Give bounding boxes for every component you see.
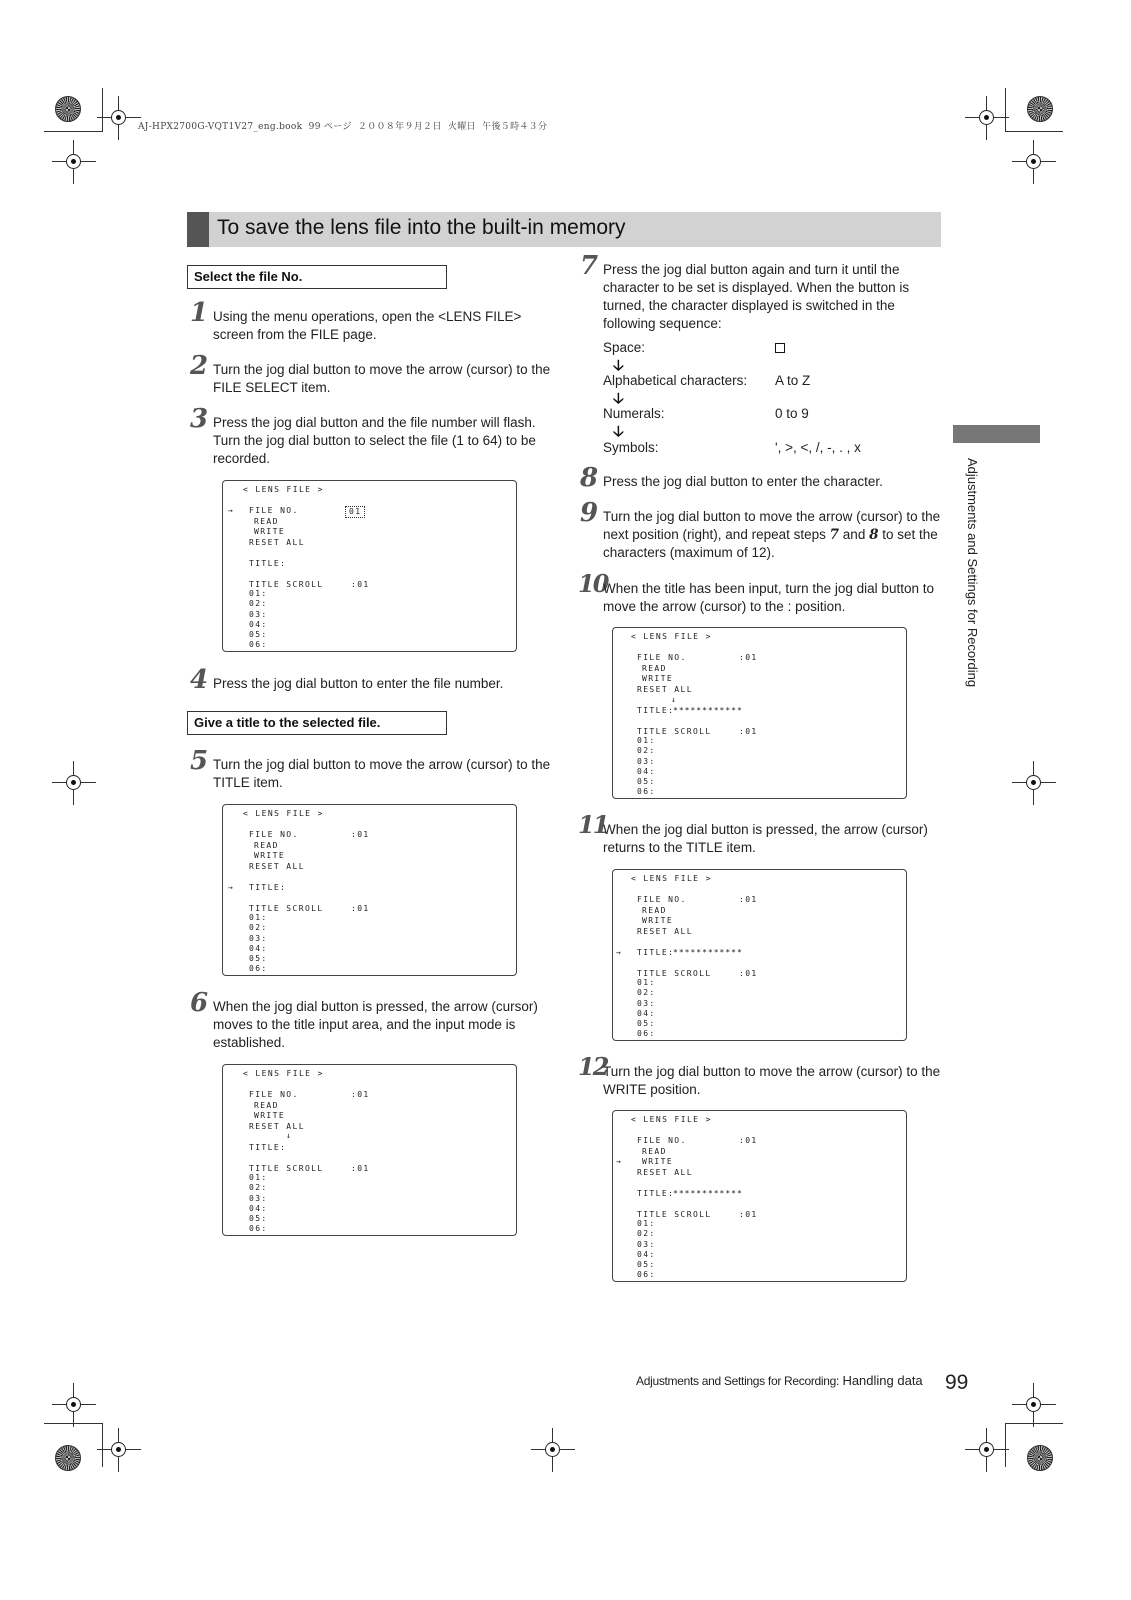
lcd-scroll-value: :01: [351, 580, 370, 589]
lcd-header: < LENS FILE >: [243, 485, 324, 494]
lcd-read: READ: [642, 664, 667, 673]
lcd-title-scroll: TITLE SCROLL: [637, 1210, 712, 1219]
sequence-value: ', >, <, /, -, . , x: [775, 440, 861, 455]
lcd-row: 05:: [249, 1214, 268, 1223]
lcd-row: 05:: [637, 777, 656, 786]
sequence-arrow-icon: 🡣: [613, 423, 624, 440]
lcd-file-no: FILE NO.: [249, 1090, 299, 1099]
lcd-row: 06:: [637, 787, 656, 796]
registration-mark-icon: [97, 96, 141, 140]
lcd-header: < LENS FILE >: [631, 1115, 712, 1124]
step-text: Turn the jog dial button to move the arrow (cursor) to the FILE SELECT item.: [213, 362, 551, 395]
lcd-row: 03:: [637, 1240, 656, 1249]
lcd-row: 06:: [637, 1029, 656, 1038]
lcd-file-value-flashing: 01: [345, 506, 365, 518]
lcd-cursor-arrow: →: [228, 883, 235, 892]
step-text: Using the menu operations, open the <LENS FILE> screen from the FILE page.: [213, 309, 522, 342]
trim-line: [1005, 1423, 1006, 1467]
print-header: AJ-HPX2700G-VQT1V27_eng.book 99 ページ ２００８年９月２日 火曜日 午後５時４３分: [138, 122, 548, 132]
lcd-reset-all: RESET ALL: [249, 538, 305, 547]
step-reference: 7: [829, 527, 840, 543]
step-number: 3: [190, 404, 209, 434]
lcd-title-characters: ************: [673, 1189, 743, 1198]
lcd-file-value: :01: [739, 895, 758, 904]
lcd-title-scroll: TITLE SCROLL: [637, 727, 712, 736]
lcd-reset-all: RESET ALL: [249, 862, 305, 871]
lcd-screen: [612, 627, 907, 799]
step-text: [603, 508, 943, 562]
lcd-scroll-value: :01: [739, 727, 758, 736]
lcd-row: 04:: [249, 620, 268, 629]
lcd-reset-all: RESET ALL: [637, 927, 693, 936]
lcd-title-scroll: TITLE SCROLL: [637, 969, 712, 978]
lcd-cursor-arrow: →: [616, 1157, 623, 1166]
lcd-row: 01:: [637, 1219, 656, 1228]
trim-line: [1005, 1423, 1063, 1424]
lcd-scroll-value: :01: [351, 904, 370, 913]
lcd-row: 05:: [249, 630, 268, 639]
lcd-row: 05:: [637, 1260, 656, 1269]
step-number: 9: [580, 498, 599, 528]
step-text-part: Turn the jog dial button to move the arrow (cursor) to the next position (right), and repeat steps: [603, 509, 941, 542]
subhead-give-title: Give a title to the selected file.: [187, 711, 447, 735]
color-dial-icon: [55, 96, 81, 122]
lcd-read: READ: [642, 906, 667, 915]
lcd-file-no: FILE NO.: [637, 653, 687, 662]
color-dial-icon: [1027, 96, 1053, 122]
registration-mark-icon: [97, 1428, 141, 1472]
registration-mark-icon: [52, 1383, 96, 1427]
registration-mark-icon: [52, 761, 96, 805]
lcd-title-characters: ************: [673, 706, 743, 715]
registration-mark-icon: [1012, 140, 1056, 184]
lcd-scroll-value: :01: [351, 1164, 370, 1173]
lcd-title: TITLE:: [249, 1143, 287, 1152]
registration-mark-icon: [1012, 1383, 1056, 1427]
step-number: 6: [190, 988, 209, 1018]
footer-subsection: Handling data: [842, 1373, 923, 1388]
lcd-file-no: FILE NO.: [637, 1136, 687, 1145]
step-text-part: and: [839, 527, 870, 542]
lcd-file-value: :01: [739, 653, 758, 662]
lcd-row: 02:: [637, 746, 656, 755]
step-number: 7: [580, 251, 599, 281]
lcd-input-arrow: ↓: [671, 695, 678, 704]
step-text: Turn the jog dial button to move the arrow (cursor) to the WRITE position.: [603, 1064, 941, 1097]
step-text-part: to set the characters (maximum of 12).: [603, 527, 938, 560]
trim-line: [1005, 88, 1006, 132]
registration-mark-icon: [531, 1428, 575, 1472]
lcd-header: < LENS FILE >: [243, 1069, 324, 1078]
lcd-row: 03:: [249, 934, 268, 943]
lcd-screen: [222, 804, 517, 976]
lcd-title: TITLE:: [249, 559, 287, 568]
lcd-row: 05:: [637, 1019, 656, 1028]
lcd-row: 06:: [249, 1224, 268, 1233]
subhead-select-file: Select the file No.: [187, 265, 447, 289]
title-accent: [187, 212, 209, 247]
step-number: 12: [578, 1052, 608, 1081]
sequence-label: Symbols:: [603, 440, 659, 455]
lcd-row: 06:: [249, 964, 268, 973]
step-text: When the jog dial button is pressed, the arrow (cursor) moves to the title input area, and the input mode is established.: [213, 999, 538, 1050]
step-number: 8: [580, 463, 599, 493]
sequence-label: Alphabetical characters:: [603, 373, 748, 388]
lcd-row: 06:: [637, 1270, 656, 1279]
color-dial-icon: [55, 1445, 81, 1471]
lcd-write: WRITE: [254, 527, 286, 536]
lcd-cursor-arrow: →: [616, 948, 623, 957]
section-title-bar: [187, 212, 941, 247]
sequence-arrow-icon: 🡣: [613, 357, 624, 374]
lcd-file-value: :01: [351, 830, 370, 839]
trim-line: [44, 1423, 102, 1424]
step-reference: 8: [869, 527, 879, 543]
lcd-write: WRITE: [642, 916, 674, 925]
lcd-read: READ: [254, 841, 279, 850]
lcd-title-scroll: TITLE SCROLL: [249, 580, 324, 589]
lcd-screen: [612, 869, 907, 1041]
step-number: 5: [190, 746, 209, 776]
lcd-row: 02:: [249, 923, 268, 932]
lcd-row: 04:: [637, 1009, 656, 1018]
step-number: 4: [190, 665, 209, 695]
lcd-write: WRITE: [254, 1111, 286, 1120]
lcd-file-value: :01: [351, 1090, 370, 1099]
lcd-file-no: FILE NO.: [637, 895, 687, 904]
chapter-side-text: Adjustments and Settings for Recording: [965, 458, 980, 688]
lcd-header: < LENS FILE >: [631, 874, 712, 883]
step-text: Press the jog dial button to enter the character.: [603, 474, 883, 489]
lcd-row: 01:: [637, 978, 656, 987]
lcd-reset-all: RESET ALL: [637, 1168, 693, 1177]
trim-line: [44, 131, 102, 132]
lcd-screen: [222, 1064, 517, 1236]
lcd-title-characters: ************: [673, 948, 743, 957]
lcd-row: 04:: [249, 944, 268, 953]
registration-mark-icon: [965, 96, 1009, 140]
lcd-file-no: FILE NO.: [249, 830, 299, 839]
lcd-title-scroll: TITLE SCROLL: [249, 1164, 324, 1173]
lcd-read: READ: [642, 1147, 667, 1156]
lcd-write: WRITE: [642, 1157, 674, 1166]
lcd-row: 01:: [249, 913, 268, 922]
lcd-row: 02:: [637, 1229, 656, 1238]
lcd-row: 04:: [249, 1204, 268, 1213]
lcd-file-no: FILE NO.: [249, 506, 299, 515]
lcd-title: TITLE:: [637, 706, 675, 715]
chapter-tab: [953, 425, 1040, 443]
lcd-write: WRITE: [254, 851, 286, 860]
lcd-row: 04:: [637, 1250, 656, 1259]
step-number: 10: [578, 569, 608, 598]
registration-mark-icon: [1012, 761, 1056, 805]
section-title: To save the lens file into the built-in memory: [217, 216, 626, 239]
lcd-row: 01:: [249, 1173, 268, 1182]
step-text: Press the jog dial button and the file number will flash. Turn the jog dial button to select the file (1 to 64) to be recorded.: [213, 415, 536, 466]
lcd-file-value: :01: [739, 1136, 758, 1145]
sequence-value: 0 to 9: [775, 406, 809, 421]
lcd-write: WRITE: [642, 674, 674, 683]
lcd-row: 05:: [249, 954, 268, 963]
footer-section: Adjustments and Settings for Recording:: [636, 1374, 840, 1388]
lcd-row: 03:: [637, 757, 656, 766]
step-text: Press the jog dial button again and turn it until the character to be set is displayed. When the button is turned, the character displayed is switched in the following sequence:: [603, 262, 910, 331]
lcd-row: 02:: [249, 599, 268, 608]
footer-caption: [636, 1373, 923, 1388]
lcd-row: 01:: [249, 589, 268, 598]
sequence-arrow-icon: 🡣: [613, 390, 624, 407]
lcd-row: 03:: [249, 1194, 268, 1203]
lcd-header: < LENS FILE >: [243, 809, 324, 818]
lcd-title: TITLE:: [637, 1189, 675, 1198]
lcd-scroll-value: :01: [739, 969, 758, 978]
lcd-screen: [222, 480, 517, 652]
sequence-label: Numerals:: [603, 406, 665, 421]
step-text: Turn the jog dial button to move the arrow (cursor) to the TITLE item.: [213, 757, 551, 790]
step-text: When the jog dial button is pressed, the arrow (cursor) returns to the TITLE item.: [603, 822, 928, 855]
lcd-row: 02:: [249, 1183, 268, 1192]
step-text: Press the jog dial button to enter the file number.: [213, 676, 504, 691]
lcd-input-arrow: ↓: [286, 1131, 293, 1140]
page-number: 99: [945, 1371, 969, 1394]
lcd-reset-all: RESET ALL: [637, 685, 693, 694]
color-dial-icon: [1027, 1445, 1053, 1471]
lcd-header: < LENS FILE >: [631, 632, 712, 641]
lcd-row: 06:: [249, 640, 268, 649]
lcd-read: READ: [254, 517, 279, 526]
lcd-row: 01:: [637, 736, 656, 745]
trim-line: [102, 88, 103, 132]
lcd-row: 04:: [637, 767, 656, 776]
lcd-cursor-arrow: →: [228, 506, 235, 515]
lcd-row: 02:: [637, 988, 656, 997]
lcd-read: READ: [254, 1101, 279, 1110]
step-text: When the title has been input, turn the jog dial button to move the arrow (cursor) to the : position.: [603, 581, 934, 614]
lcd-title: TITLE:: [637, 948, 675, 957]
trim-line: [1005, 131, 1063, 132]
sequence-value: A to Z: [775, 373, 811, 388]
step-number: 1: [190, 298, 209, 328]
sequence-label: Space:: [603, 340, 646, 355]
trim-line: [102, 1423, 103, 1467]
lcd-scroll-value: :01: [739, 1210, 758, 1219]
space-symbol-icon: [775, 341, 785, 356]
registration-mark-icon: [965, 1428, 1009, 1472]
lcd-reset-all: RESET ALL: [249, 1122, 305, 1131]
lcd-row: 03:: [637, 999, 656, 1008]
registration-mark-icon: [52, 140, 96, 184]
lcd-title-scroll: TITLE SCROLL: [249, 904, 324, 913]
lcd-screen: [612, 1110, 907, 1282]
step-number: 11: [578, 810, 608, 839]
lcd-title: TITLE:: [249, 883, 287, 892]
step-number: 2: [190, 351, 209, 381]
lcd-row: 03:: [249, 610, 268, 619]
